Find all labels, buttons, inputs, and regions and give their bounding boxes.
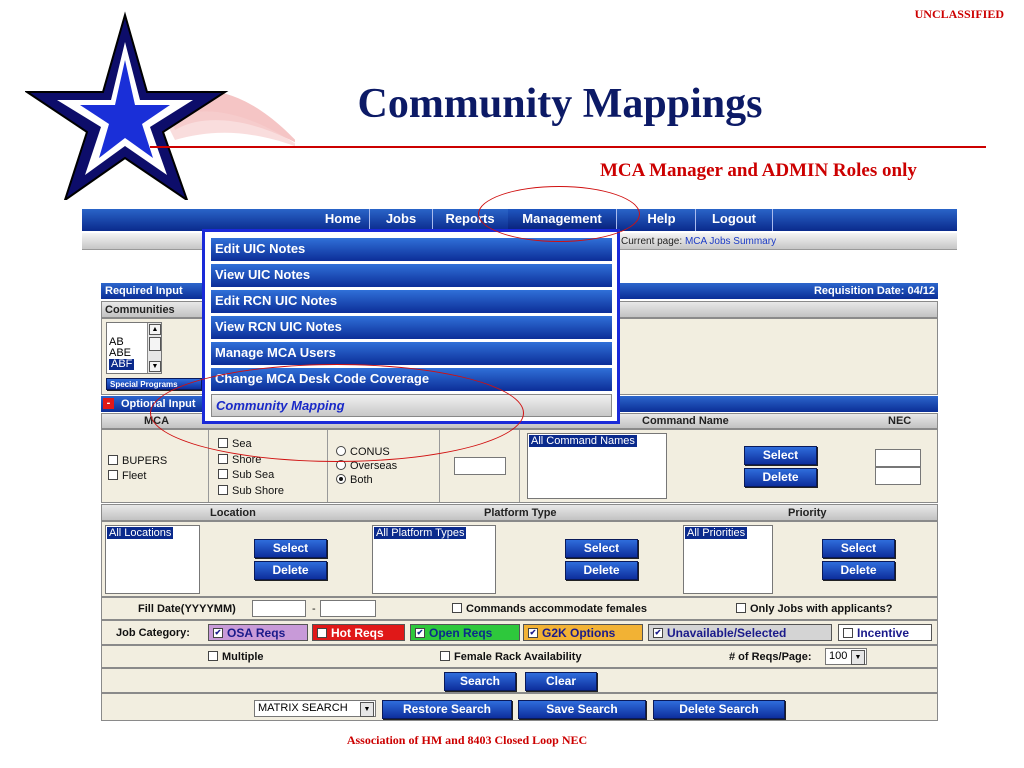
nav-help[interactable]: Help <box>616 209 696 231</box>
current-page-link[interactable]: MCA Jobs Summary <box>684 236 777 247</box>
mca-column-label: MCA <box>144 415 170 427</box>
requisition-date: Requisition Date: 04/12 <box>813 285 935 297</box>
job-category-unavailable[interactable] <box>648 624 832 641</box>
command-name-option[interactable]: All Command Names <box>531 435 635 447</box>
scroll-down-icon[interactable]: ▼ <box>149 361 161 372</box>
duty-type-label: Sub Sea <box>232 469 275 481</box>
location-delete-button[interactable]: Delete <box>254 561 327 580</box>
delete-search-button[interactable]: Delete Search <box>653 700 785 719</box>
uic-input[interactable] <box>454 457 506 475</box>
nav-reports[interactable]: Reports <box>432 209 509 231</box>
slide-subtitle: MCA Manager and ADMIN Roles only <box>600 160 917 181</box>
job-category-g2k[interactable] <box>523 624 643 641</box>
mca-option-label: BUPERS <box>122 455 168 467</box>
checkbox-icon[interactable] <box>440 651 450 661</box>
checkbox-icon[interactable] <box>736 603 746 613</box>
checkbox-icon[interactable] <box>218 469 228 479</box>
mca-option[interactable] <box>108 469 167 484</box>
duty-type-label: Sea <box>232 438 252 450</box>
classification-label: UNCLASSIFIED <box>914 7 1004 21</box>
nav-home[interactable]: Home <box>284 209 370 231</box>
nec-column-label: NEC <box>888 415 912 427</box>
location-column-label: Location <box>210 507 256 519</box>
scroll-up-icon[interactable]: ▲ <box>149 324 161 335</box>
menu-item-view-rcn-uic-notes[interactable]: View RCN UIC Notes <box>211 316 612 339</box>
region-label: CONUS <box>350 446 390 458</box>
communities-listbox[interactable] <box>106 322 162 374</box>
nav-logout[interactable]: Logout <box>696 209 773 231</box>
special-programs-button[interactable]: Special Programs <box>106 378 202 390</box>
platform-type-listbox[interactable] <box>372 525 496 594</box>
menu-item-community-mapping[interactable]: Community Mapping <box>211 394 612 417</box>
nav-jobs[interactable]: Jobs <box>370 209 433 231</box>
location-listbox[interactable] <box>105 525 200 594</box>
job-category-incentive[interactable] <box>838 624 932 641</box>
region-option-selected[interactable] <box>336 473 397 487</box>
checkbox-checked-icon[interactable]: ✔ <box>318 627 326 637</box>
checkbox-icon[interactable] <box>208 651 218 661</box>
collapse-icon[interactable]: - <box>103 398 114 409</box>
mca-option-label: Fleet <box>122 470 147 482</box>
location-platform-priority-header <box>101 504 938 521</box>
menu-item-view-uic-notes[interactable]: View UIC Notes <box>211 264 612 287</box>
menu-item-manage-mca-users[interactable]: Manage MCA Users <box>211 342 612 365</box>
communities-label: Communities <box>105 304 175 316</box>
fill-date-separator: - <box>312 603 316 615</box>
current-page-label: Current page: <box>621 236 683 247</box>
duty-type-option[interactable] <box>218 484 284 500</box>
search-row <box>101 668 938 693</box>
nec-input-1[interactable] <box>875 449 921 467</box>
duty-type-label: Shore <box>232 453 262 466</box>
radio-selected-icon[interactable] <box>336 474 346 484</box>
priority-option[interactable]: All Priorities <box>687 527 746 539</box>
communities-scrollbar[interactable] <box>147 323 161 373</box>
job-category-label-text: Unavailable/Selected <box>667 626 787 640</box>
optional-input-title: Optional Input <box>121 398 196 410</box>
nav-management[interactable]: Management <box>508 209 617 231</box>
command-select-button[interactable]: Select <box>744 446 817 465</box>
checkbox-icon[interactable] <box>218 485 228 495</box>
location-select-button[interactable]: Select <box>254 539 327 558</box>
save-search-button[interactable]: Save Search <box>518 700 646 719</box>
reqs-per-page-select[interactable] <box>825 648 867 665</box>
command-name-column-label: Command Name <box>642 415 729 427</box>
community-option[interactable]: ABE <box>109 347 132 359</box>
fill-date-to-input[interactable] <box>320 600 376 617</box>
multiple-label: Multiple <box>222 651 264 663</box>
region-label: Both <box>350 474 373 486</box>
location-option[interactable]: All Locations <box>109 527 172 539</box>
mca-options <box>108 454 167 484</box>
search-button[interactable]: Search <box>444 672 516 691</box>
required-input-title: Required Input <box>105 285 183 297</box>
highlight-oval-community-mapping <box>150 364 524 462</box>
platform-select-button[interactable]: Select <box>565 539 638 558</box>
only-applicants-label: Only Jobs with applicants? <box>750 603 893 615</box>
job-category-hot[interactable] <box>312 624 405 641</box>
menu-item-edit-rcn-uic-notes[interactable]: Edit RCN UIC Notes <box>211 290 612 313</box>
command-delete-button[interactable]: Delete <box>744 468 817 487</box>
breadcrumb <box>621 236 776 247</box>
chevron-down-icon[interactable]: ▼ <box>360 702 374 717</box>
command-name-listbox[interactable] <box>527 433 667 499</box>
priority-select-button[interactable]: Select <box>822 539 895 558</box>
menu-item-edit-uic-notes[interactable]: Edit UIC Notes <box>211 238 612 261</box>
duty-type-label: Sub Shore <box>232 484 284 497</box>
fill-date-label: Fill Date(YYYYMM) <box>138 603 236 615</box>
platform-type-option[interactable]: All Platform Types <box>376 527 465 539</box>
platform-delete-button[interactable]: Delete <box>565 561 638 580</box>
job-category-label-text: Open Reqs <box>429 626 493 640</box>
location-platform-priority-row <box>101 521 938 597</box>
checkbox-checked-icon[interactable]: ✔ <box>214 627 222 637</box>
only-applicants-option[interactable] <box>736 603 892 615</box>
job-category-open[interactable] <box>410 624 520 641</box>
mca-option[interactable] <box>108 454 167 469</box>
matrix-search-select[interactable] <box>254 700 376 717</box>
multiple-option[interactable] <box>208 651 264 663</box>
star-logo <box>25 10 295 200</box>
title-divider <box>150 146 986 148</box>
fill-date-from-input[interactable] <box>252 600 306 617</box>
female-rack-label: Female Rack Availability <box>454 651 582 663</box>
matrix-search-value: MATRIX SEARCH <box>258 702 348 714</box>
slide-title: Community Mappings <box>357 81 763 127</box>
job-category-label-text: G2K Options <box>542 626 616 640</box>
checkbox-icon[interactable] <box>452 603 462 613</box>
community-option-selected[interactable]: ABF <box>111 358 133 370</box>
job-category-label: Job Category: <box>116 627 190 639</box>
clear-button[interactable]: Clear <box>525 672 597 691</box>
reqs-per-page-label: # of Reqs/Page: <box>729 651 812 663</box>
commands-females-option[interactable] <box>452 603 647 615</box>
scroll-thumb[interactable] <box>149 337 161 351</box>
chevron-down-icon[interactable]: ▼ <box>851 650 865 665</box>
job-category-label-text: Hot Reqs <box>331 626 384 640</box>
highlight-oval-management <box>478 186 640 242</box>
female-rack-option[interactable] <box>440 651 582 663</box>
reqs-per-page-value: 100 <box>829 650 848 662</box>
job-category-label-text: OSA Reqs <box>227 626 286 640</box>
platform-column-label: Platform Type <box>484 507 557 519</box>
checkbox-icon[interactable] <box>108 470 118 480</box>
duty-type-option[interactable] <box>218 468 284 484</box>
checkbox-icon[interactable] <box>108 455 118 465</box>
restore-search-button[interactable]: Restore Search <box>382 700 512 719</box>
checkbox-icon[interactable] <box>218 454 228 464</box>
checkbox-checked-icon[interactable]: ✔ <box>529 627 537 637</box>
checkbox-icon[interactable] <box>843 628 853 638</box>
nec-input-2[interactable] <box>875 467 921 485</box>
priority-delete-button[interactable]: Delete <box>822 561 895 580</box>
checkbox-checked-icon[interactable]: ✔ <box>654 627 662 637</box>
priority-column-label: Priority <box>788 507 827 519</box>
slide-footer: Association of HM and 8403 Closed Loop NEC <box>346 733 588 747</box>
job-category-osa[interactable] <box>208 624 308 641</box>
community-option[interactable]: AB <box>109 336 124 348</box>
region-label: Overseas <box>350 460 398 472</box>
priority-listbox[interactable] <box>683 525 773 594</box>
checkbox-checked-icon[interactable]: ✔ <box>416 627 424 637</box>
commands-females-label: Commands accommodate females <box>466 603 647 615</box>
job-category-label-text: Incentive <box>857 626 910 640</box>
menu-item-change-mca-desk-code-coverage[interactable]: Change MCA Desk Code Coverage <box>211 368 612 391</box>
